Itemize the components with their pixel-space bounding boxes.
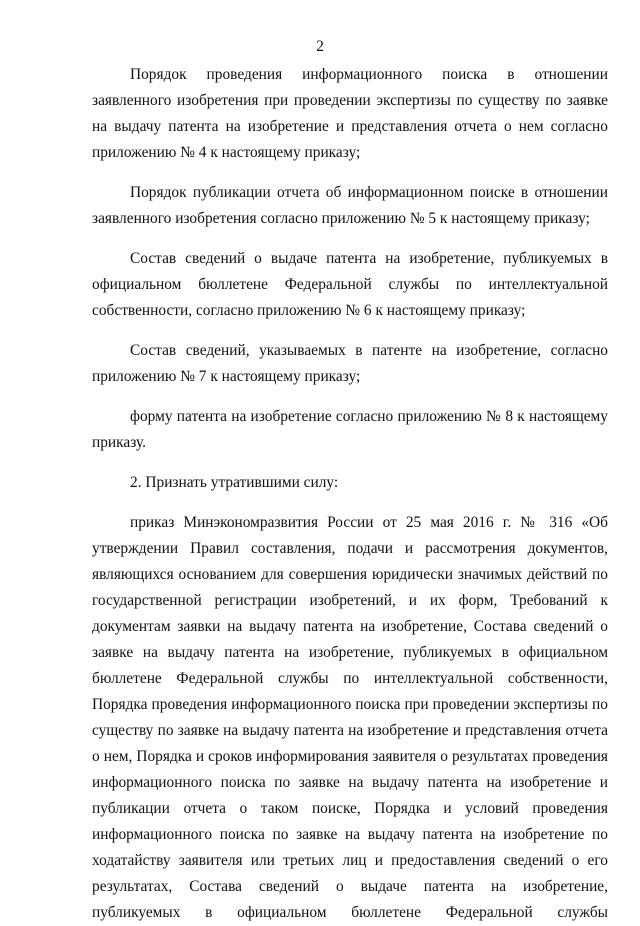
paragraph-repeal-heading: 2. Признать утратившими силу: (130, 474, 339, 491)
document-body (92, 62, 608, 926)
paragraph-annex-4: Порядок проведения информационного поиска в отношении заявленного изобретения при проведении экспертизы по существу по заявке на выдачу патента на изобретение и представления отчета о нем согласно приложению № 4 к настоящему приказу; (92, 66, 608, 161)
paragraph-annex-8: форму патента на изобретение согласно приложению № 8 к настоящему приказу. (92, 408, 608, 451)
paragraph-annex-7: Состав сведений, указываемых в патенте на изобретение, согласно приложению № 7 к настоящему приказу; (92, 342, 608, 385)
page-number: 2 (316, 38, 324, 55)
paragraph-annex-6: Состав сведений о выдаче патента на изобретение, публикуемых в официальном бюллетене Федеральной службы по интеллектуальной собственности, согласно приложению № 6 к настоящему приказу; (92, 250, 608, 319)
paragraph-annex-5: Порядок публикации отчета об информационном поиске в отношении заявленного изобретения согласно приложению № 5 к настоящему приказу; (92, 184, 608, 227)
paragraph-repealed-order: приказ Минэкономразвития России от 25 мая 2016 г. № 316 «Об утверждении Правил составления, подачи и рассмотрения документов, являющихся основанием для совершения юридически значимых действий по государственной регистрации изобретений, и их форм, Требований к документам заявки на выдачу патента на изобретение, Состава сведений о заявке на выдачу патента на изобретение, публикуемых в официальном бюллетене Федеральной службы по интеллектуальной собственности, Порядка проведения информационного поиска при проведении экспертизы по существу по заявке на выдачу патента на изобретение и представления отчета о нем, Порядка и сроков информирования заявителя о результатах проведения информационного поиска по заявке на выдачу патента на изобретение и публикации отчета о таком поиске, Порядка и условий проведения информационного поиска по заявке на выдачу патента на изобретение по ходатайству заявителя или третьих лиц и предоставления сведений о его результатах, Состава сведений о выдаче патента на изобретение, публикуемых в официальном бюллетене Федеральной службы (92, 514, 608, 921)
